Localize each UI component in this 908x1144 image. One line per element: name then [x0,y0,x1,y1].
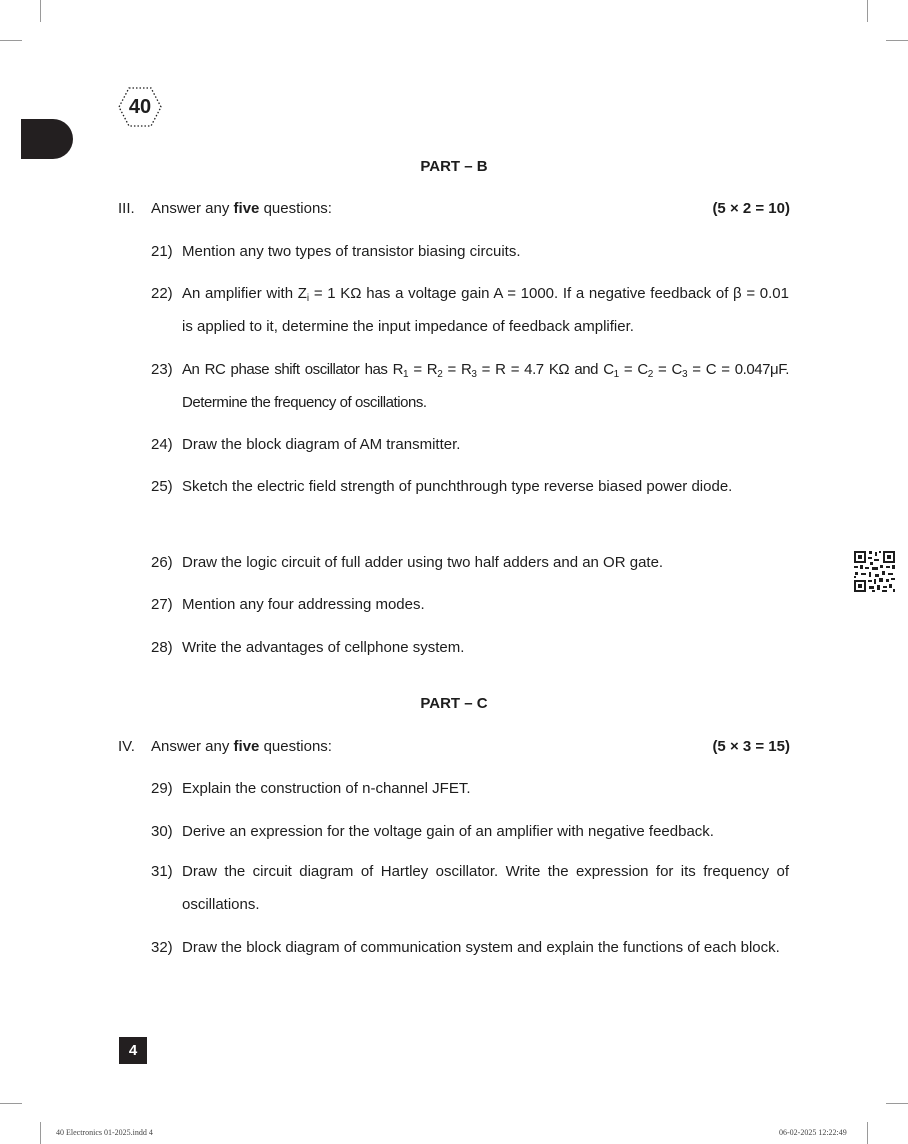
question-number: 26) [151,554,173,571]
instruction-suffix: questions: [259,200,332,217]
question-text: Draw the block diagram of communication system and explain the functions of each block. [182,939,780,956]
paper-code-badge [117,86,163,128]
question-number: 30) [151,823,173,840]
question-number: 32) [151,939,173,956]
question-text: Derive an expression for the voltage gain of an amplifier with negative feedback. [182,823,714,840]
crop-mark [0,40,22,41]
question-text: Sketch the electric field strength of punchthrough type reverse biased power diode. [182,478,733,495]
text-run: = C [652,361,682,378]
footer-file-name: 40 Electronics 01-2025.indd 4 [56,1128,153,1137]
subscript: 3 [681,369,688,380]
text-run: = R [442,361,472,378]
question-number: 24) [151,436,173,453]
subscript: i [306,293,310,304]
crop-mark [40,1122,41,1144]
question-text [182,353,789,419]
question-24 [151,428,789,461]
crop-mark [0,1103,22,1104]
question-number: 21) [151,243,173,260]
section-marks: (5 × 3 = 15) [712,738,790,755]
question-31 [151,855,789,921]
section-marks: (5 × 2 = 10) [712,200,790,217]
section-number: III. [118,200,135,217]
instruction-prefix: Answer any [151,200,234,217]
question-number: 27) [151,596,173,613]
instruction-prefix: Answer any [151,738,234,755]
text-run: = R [408,361,438,378]
question-25 [151,470,789,503]
subscript: 3 [471,369,477,380]
page-number: 4 [119,1037,147,1064]
text-run: = C = 0.047μF. Determine the frequency of oscillations. [182,361,789,411]
part-c-title: PART – C [420,695,488,712]
subscript: 2 [437,369,443,380]
question-30 [151,815,789,848]
part-b-title: PART – B [420,158,488,175]
question-27 [151,588,789,621]
paper-code: 40 [128,96,152,118]
subscript: 1 [613,369,619,380]
crop-mark [867,0,868,22]
question-text: Write the advantages of cellphone system. [182,639,465,656]
instruction-suffix: questions: [259,738,332,755]
question-text: Mention any four addressing modes. [182,596,425,613]
text-run: An RC phase shift oscillator has R [182,361,404,378]
edge-tab [21,119,73,159]
section-instruction [151,738,332,755]
question-28 [151,631,789,664]
section-number: IV. [118,738,135,755]
question-text: Mention any two types of transistor biasing circuits. [182,243,521,260]
crop-mark [40,0,41,22]
instruction-emphasis: five [233,738,260,755]
crop-mark [886,1103,908,1104]
question-text: Draw the logic circuit of full adder using two half adders and an OR gate. [182,554,664,571]
footer-timestamp: 06-02-2025 12:22:49 [779,1128,847,1137]
question-number: 29) [151,780,173,797]
instruction-emphasis: five [233,200,260,217]
text-run: = 1 KΩ has a voltage gain A = 1000. If a negative feedback of β = 0.01 is applied to it, determine the input impedance of feedback amplifier. [182,285,789,335]
question-number: 31) [151,863,173,880]
text-run: = R = 4.7 KΩ and C [476,361,614,378]
question-26 [151,546,789,579]
subscript: 2 [647,369,653,380]
question-number: 23) [151,361,173,378]
question-29 [151,772,789,805]
text-run: = C [618,361,648,378]
question-32 [151,931,789,964]
subscript: 1 [403,369,409,380]
question-text: Explain the construction of n-channel JFET. [182,780,471,797]
question-text: Draw the circuit diagram of Hartley oscillator. Write the expression for its frequency of oscillations. [182,863,789,913]
text-run: An amplifier with Z [182,285,307,302]
section-instruction [151,200,332,217]
question-number: 22) [151,285,173,302]
question-21 [151,235,789,268]
question-text [182,277,789,343]
question-text: Draw the block diagram of AM transmitter. [182,436,461,453]
question-number: 25) [151,478,173,495]
question-23 [151,353,789,419]
question-number: 28) [151,639,173,656]
qr-code-icon [853,550,896,593]
crop-mark [867,1122,868,1144]
question-22 [151,277,789,343]
crop-mark [886,40,908,41]
